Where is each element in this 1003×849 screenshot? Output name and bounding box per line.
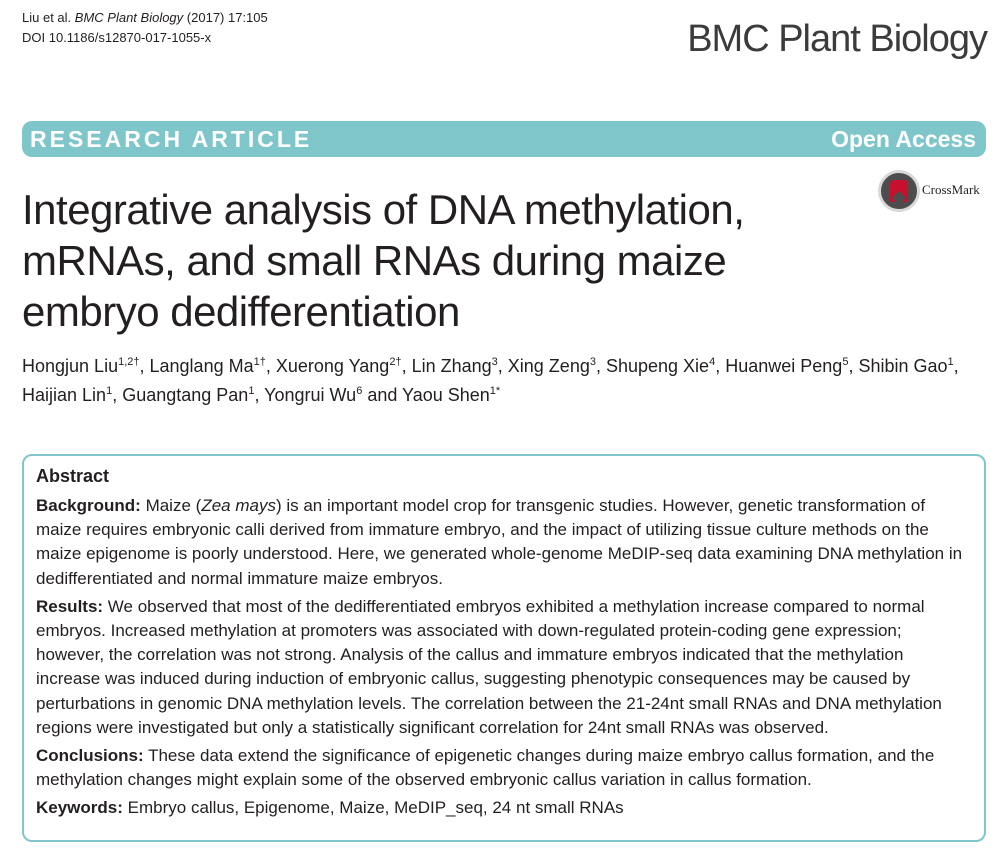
author-separator: ,	[254, 385, 265, 405]
author-affiliation: 4	[709, 356, 716, 368]
conclusions-label: Conclusions:	[36, 746, 144, 766]
author-separator: ,	[265, 356, 276, 376]
conclusions-text: These data extend the significance of epigenetic changes during maize embryo callus formation, and the methylation changes might explain some of the observed embryonic callus variation in callus formation.	[36, 746, 935, 790]
citation-journal: BMC Plant Biology	[74, 10, 184, 25]
keywords-label: Keywords:	[36, 798, 123, 818]
crossmark-label: CrossMark	[922, 182, 980, 197]
author-name[interactable]: Xing Zeng	[507, 356, 590, 376]
abstract-heading: Abstract	[36, 466, 110, 486]
citation-line	[22, 8, 268, 28]
author-affiliation: 1	[947, 356, 954, 368]
abstract-keywords	[36, 796, 972, 820]
background-text-italic: Zea mays	[201, 496, 276, 515]
author-name[interactable]: Xuerong Yang	[275, 356, 390, 376]
author-affiliation: 1	[106, 385, 113, 397]
author-name[interactable]: Langlang Ma	[149, 356, 254, 376]
author-name[interactable]: Hongjun Liu	[22, 356, 119, 376]
author-name[interactable]: Shibin Gao	[858, 356, 948, 376]
author-separator: and	[362, 385, 403, 405]
author-affiliation: 2†	[389, 356, 402, 368]
author-affiliation: 1,2†	[118, 356, 140, 368]
author-separator: ,	[112, 385, 123, 405]
author-separator: ,	[953, 356, 959, 376]
author-name[interactable]: Lin Zhang	[411, 356, 492, 376]
background-text-pre: Maize (	[140, 496, 202, 515]
results-label: Results:	[36, 596, 104, 616]
journal-logo: BMC Plant Biology	[687, 18, 987, 60]
author-name[interactable]: Yongrui Wu	[264, 385, 357, 405]
author-affiliation: 3	[491, 356, 498, 368]
author-affiliation: 1*	[489, 385, 501, 397]
author-name[interactable]: Guangtang Pan	[122, 385, 249, 405]
author-separator: ,	[715, 356, 726, 376]
open-access-label[interactable]: Open Access	[831, 126, 976, 152]
author-separator: ,	[595, 356, 606, 376]
author-separator: ,	[139, 356, 150, 376]
crossmark-icon	[878, 170, 920, 212]
author-separator: ,	[848, 356, 859, 376]
article-type-label: RESEARCH ARTICLE	[30, 126, 313, 152]
article-title: Integrative analysis of DNA methylation, mRNAs, and small RNAs during maize embryo dedifferentiation	[22, 186, 745, 335]
author-list	[22, 352, 982, 410]
background-label: Background:	[36, 496, 141, 515]
author-affiliation: 5	[842, 356, 849, 368]
author-name[interactable]: Yaou Shen	[402, 385, 490, 405]
author-name[interactable]: Huanwei Peng	[725, 356, 843, 376]
author-affiliation: 1†	[253, 356, 266, 368]
results-text: We observed that most of the dedifferentiated embryos exhibited a methylation increase compared to normal embryos. Increased methylation at promoters was associated with down-regulated protein-coding gene expression; however, the correlation was not strong. Analysis of the callus and immature embryos indicated that the methylation increase was induced during induction of embryonic callus, suggesting phenotypic consequences may be caused by perturbations in genomic DNA methylation levels. The correlation between the 21-24nt small RNAs and DNA methylation regions were investigated but only a statistically significant correlation for 24nt small RNAs was observed.	[36, 596, 942, 737]
keywords-text: Embryo callus, Epigenome, Maize, MeDIP_seq, 24 nt small RNAs	[122, 798, 624, 818]
author-name[interactable]: Shupeng Xie	[605, 356, 710, 376]
author-affiliation: 1	[248, 385, 255, 397]
citation-volume: (2017) 17:105	[186, 10, 268, 25]
author-separator: ,	[497, 356, 508, 376]
crossmark-link[interactable]	[878, 170, 988, 212]
author-separator: ,	[401, 356, 412, 376]
abstract-results	[36, 595, 972, 740]
citation-authors: Liu et al.	[22, 10, 72, 25]
background-text-post: ) is an important model crop for transgenic studies. However, genetic transformation of maize requires embryonic calli derived from immature embryo, and the impact of utilizing tissue culture methods on the maize epigenome is poorly understood. Here, we generated whole-genome MeDIP-seq data examining DNA methylation in dedifferentiated and normal immature maize embryos.	[36, 496, 963, 588]
doi-text[interactable]: DOI 10.1186/s12870-017-1055-x	[22, 30, 212, 45]
abstract-background	[36, 494, 972, 591]
author-name[interactable]: Haijian Lin	[22, 385, 107, 405]
author-affiliation: 3	[589, 356, 596, 368]
abstract-box	[22, 454, 986, 842]
abstract-conclusions	[36, 744, 972, 792]
article-banner	[22, 121, 986, 157]
author-affiliation: 6	[356, 385, 363, 397]
